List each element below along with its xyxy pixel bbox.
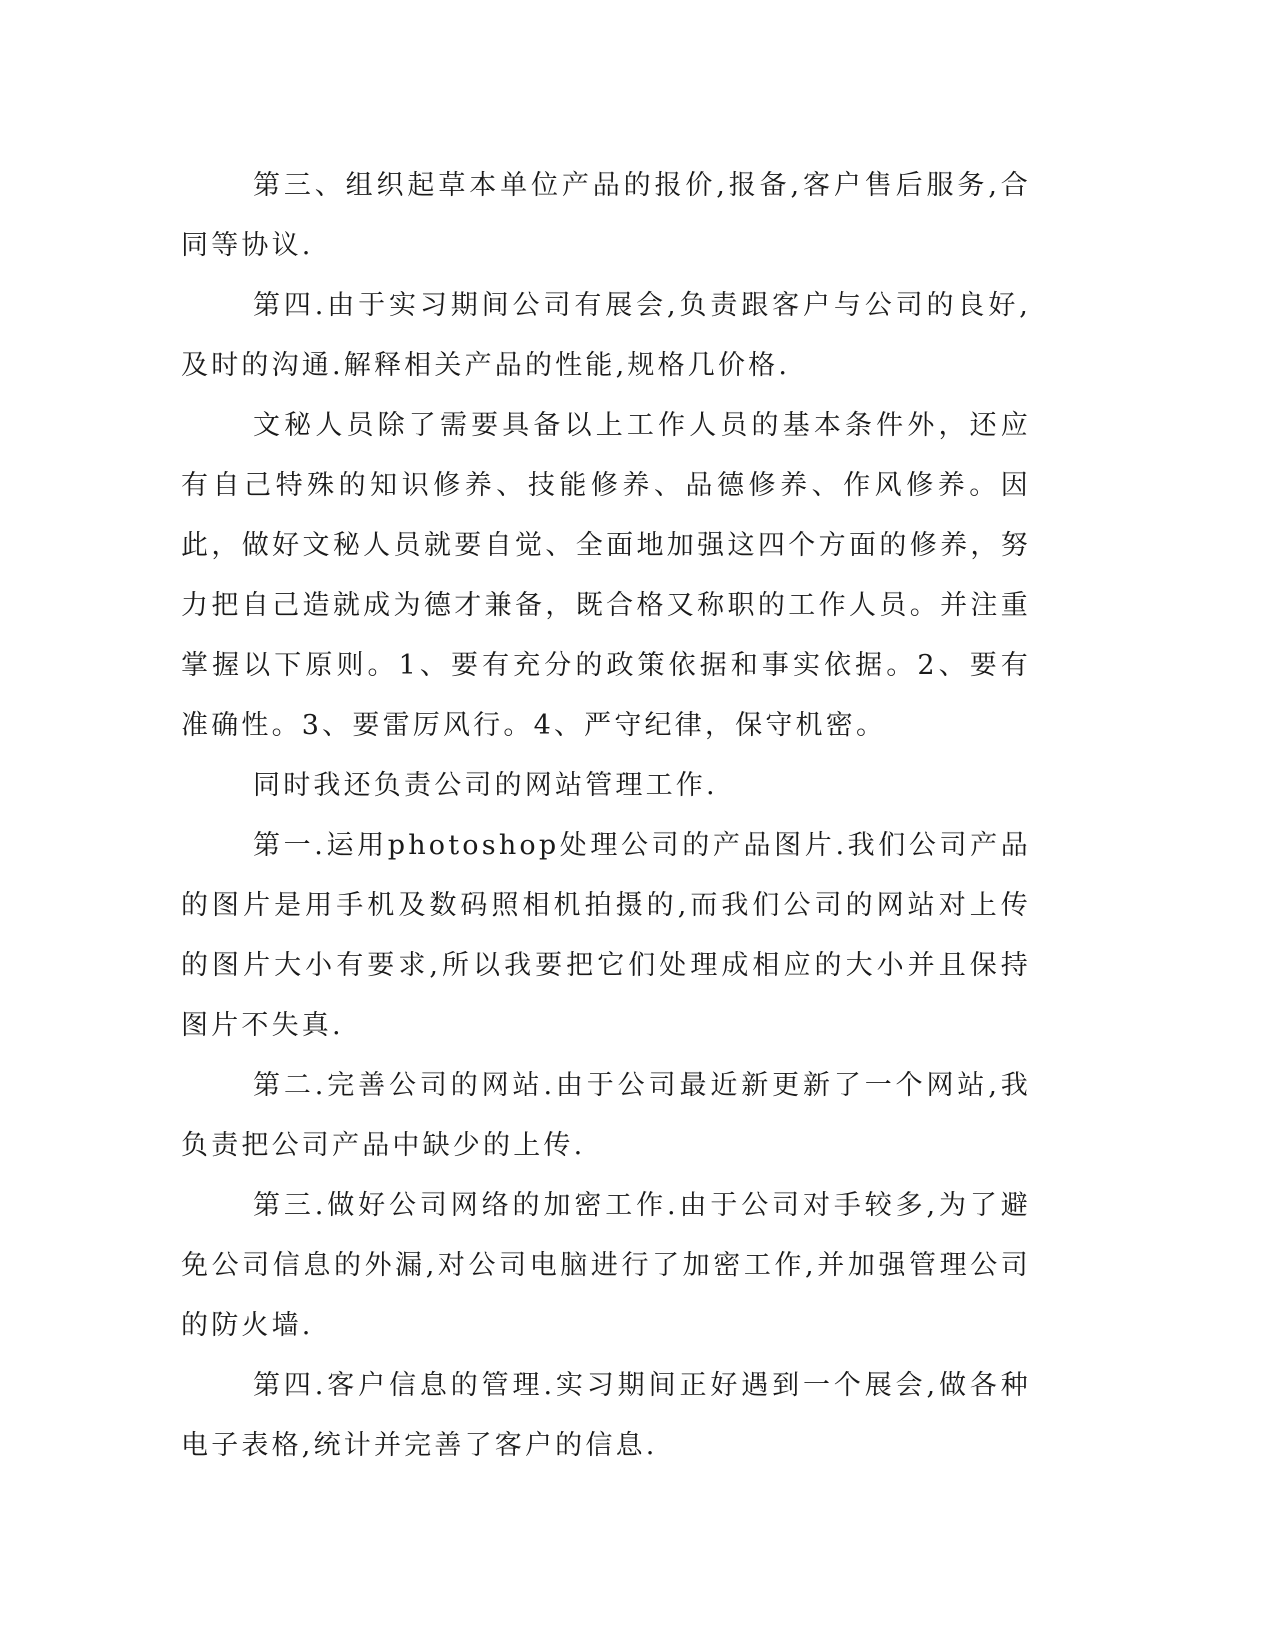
paragraph: 第二.完善公司的网站.由于公司最近新更新了一个网站,我负责把公司产品中缺少的上传. [181,1070,1031,1161]
paragraph: 第三.做好公司网络的加密工作.由于公司对手较多,为了避免公司信息的外漏,对公司电脑进行了加密工作,并加强管理公司的防火墙. [181,1190,1031,1341]
paragraph: 第一.运用photoshop处理公司的产品图片.我们公司产品的图片是用手机及数码照相机拍摄的,而我们公司的网站对上传的图片大小有要求,所以我要把它们处理成相应的大小并且保持图片不失真. [181,830,1031,1041]
paragraph: 第四.由于实习期间公司有展会,负责跟客户与公司的良好,及时的沟通.解释相关产品的性能,规格几价格. [181,290,1031,381]
paragraph: 同时我还负责公司的网站管理工作. [253,770,718,801]
document-body [181,156,1031,1476]
paragraph: 第三、组织起草本单位产品的报价,报备,客户售后服务,合同等协议. [181,170,1031,261]
paragraph: 第四.客户信息的管理.实习期间正好遇到一个展会,做各种电子表格,统计并完善了客户的信息. [181,1370,1031,1461]
paragraph: 文秘人员除了需要具备以上工作人员的基本条件外，还应有自己特殊的知识修养、技能修养、品德修养、作风修养。因此，做好文秘人员就要自觉、全面地加强这四个方面的修养，努力把自己造就成为德才兼备，既合格又称职的工作人员。并注重掌握以下原则。1、要有充分的政策依据和事实依据。2、要有准确性。3、要雷厉风行。4、严守纪律，保守机密。 [181,410,1031,741]
